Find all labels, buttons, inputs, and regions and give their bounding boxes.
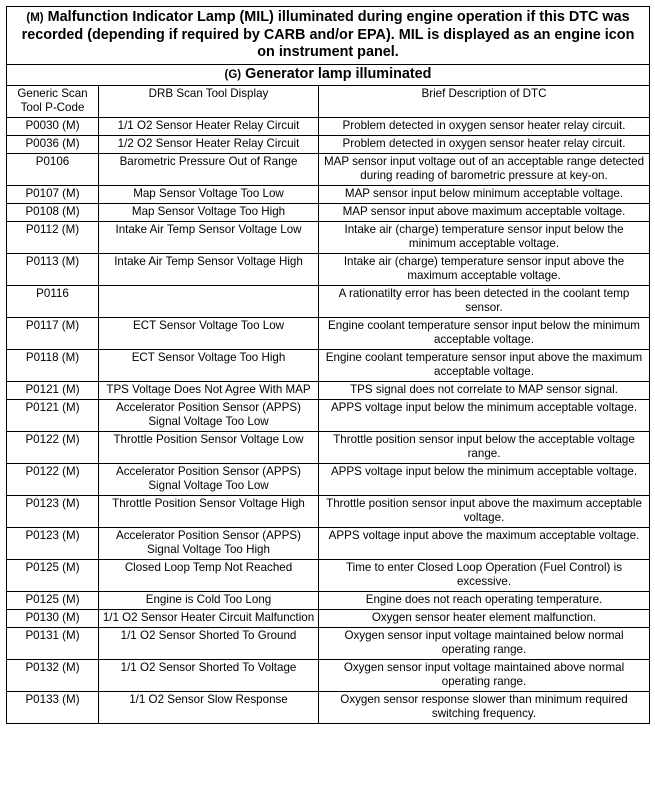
table-row [7,318,650,350]
generator-note-row [7,65,650,86]
dtc-code-cell: P0121 (M) [7,382,99,400]
dtc-description-cell: Time to enter Closed Loop Operation (Fuel Control) is excessive. [319,560,650,592]
table-row [7,592,650,610]
table-row [7,286,650,318]
dtc-code-cell: P0030 (M) [7,118,99,136]
table-row [7,464,650,496]
dtc-code-cell: P0112 (M) [7,222,99,254]
table-row [7,628,650,660]
dtc-code-cell: P0121 (M) [7,400,99,432]
dtc-code-cell: P0125 (M) [7,560,99,592]
dtc-description-cell: Throttle position sensor input below the acceptable voltage range. [319,432,650,464]
mil-note-tag: (M) [26,12,44,24]
dtc-description-cell: Problem detected in oxygen sensor heater relay circuit. [319,118,650,136]
table-row [7,118,650,136]
drb-display-cell: ECT Sensor Voltage Too High [99,350,319,382]
dtc-description-cell: Intake air (charge) temperature sensor input below the minimum acceptable voltage. [319,222,650,254]
dtc-code-cell: P0123 (M) [7,496,99,528]
table-row [7,186,650,204]
mil-note-text: Malfunction Indicator Lamp (MIL) illuminated during engine operation if this DTC was recorded (depending if required by CARB and/or EPA). MIL is displayed as an engine icon on instrument panel. [21,9,635,60]
drb-display-cell: 1/1 O2 Sensor Shorted To Voltage [99,660,319,692]
drb-display-cell: Intake Air Temp Sensor Voltage High [99,254,319,286]
dtc-code-cell: P0123 (M) [7,528,99,560]
dtc-description-cell: Oxygen sensor heater element malfunction. [319,610,650,628]
table-row [7,204,650,222]
drb-display-cell: ECT Sensor Voltage Too Low [99,318,319,350]
drb-display-cell: Accelerator Position Sensor (APPS) Signal Voltage Too High [99,528,319,560]
header-p-code: Generic Scan Tool P-Code [7,86,99,118]
dtc-description-cell: Oxygen sensor input voltage maintained above normal operating range. [319,660,650,692]
dtc-description-cell: Problem detected in oxygen sensor heater relay circuit. [319,136,650,154]
dtc-code-cell: P0118 (M) [7,350,99,382]
generator-note-tag: (G) [224,69,242,81]
dtc-code-cell: P0108 (M) [7,204,99,222]
dtc-code-cell: P0125 (M) [7,592,99,610]
drb-display-cell: Map Sensor Voltage Too High [99,204,319,222]
generator-note-text: Generator lamp illuminated [245,66,432,82]
drb-display-cell: Engine is Cold Too Long [99,592,319,610]
dtc-description-cell: MAP sensor input below minimum acceptable voltage. [319,186,650,204]
header-description: Brief Description of DTC [319,86,650,118]
table-row [7,254,650,286]
drb-display-cell: 1/1 O2 Sensor Slow Response [99,692,319,724]
dtc-description-cell: Oxygen sensor input voltage maintained below normal operating range. [319,628,650,660]
table-row [7,496,650,528]
dtc-description-cell: APPS voltage input below the minimum acceptable voltage. [319,400,650,432]
table-row [7,350,650,382]
drb-display-cell: Intake Air Temp Sensor Voltage Low [99,222,319,254]
dtc-table [6,6,650,724]
dtc-description-cell: Oxygen sensor response slower than minimum required switching frequency. [319,692,650,724]
drb-display-cell: Throttle Position Sensor Voltage Low [99,432,319,464]
dtc-description-cell: Engine coolant temperature sensor input above the maximum acceptable voltage. [319,350,650,382]
dtc-code-cell: P0130 (M) [7,610,99,628]
dtc-description-cell: APPS voltage input below the minimum acceptable voltage. [319,464,650,496]
table-row [7,660,650,692]
drb-display-cell: 1/1 O2 Sensor Heater Relay Circuit [99,118,319,136]
dtc-code-cell: P0036 (M) [7,136,99,154]
drb-display-cell [99,286,319,318]
dtc-description-cell: APPS voltage input above the maximum acceptable voltage. [319,528,650,560]
table-row [7,560,650,592]
mil-note-row [7,7,650,65]
dtc-description-cell: Throttle position sensor input above the maximum acceptable voltage. [319,496,650,528]
table-row [7,154,650,186]
drb-display-cell: 1/1 O2 Sensor Shorted To Ground [99,628,319,660]
table-row [7,136,650,154]
dtc-code-cell: P0116 [7,286,99,318]
dtc-description-cell: Engine coolant temperature sensor input below the minimum acceptable voltage. [319,318,650,350]
drb-display-cell: TPS Voltage Does Not Agree With MAP [99,382,319,400]
header-drb-display: DRB Scan Tool Display [99,86,319,118]
table-row [7,610,650,628]
dtc-code-cell: P0113 (M) [7,254,99,286]
drb-display-cell: Accelerator Position Sensor (APPS) Signal Voltage Too Low [99,464,319,496]
generator-note [7,65,650,86]
table-row [7,222,650,254]
table-header-row [7,86,650,118]
drb-display-cell: 1/1 O2 Sensor Heater Circuit Malfunction [99,610,319,628]
table-row [7,692,650,724]
dtc-code-cell: P0107 (M) [7,186,99,204]
dtc-code-cell: P0133 (M) [7,692,99,724]
dtc-code-cell: P0122 (M) [7,432,99,464]
dtc-description-cell: Intake air (charge) temperature sensor input above the maximum acceptable voltage. [319,254,650,286]
drb-display-cell: 1/2 O2 Sensor Heater Relay Circuit [99,136,319,154]
dtc-description-cell: MAP sensor input above maximum acceptable voltage. [319,204,650,222]
dtc-description-cell: A rationatilty error has been detected in the coolant temp sensor. [319,286,650,318]
table-row [7,400,650,432]
drb-display-cell: Accelerator Position Sensor (APPS) Signal Voltage Too Low [99,400,319,432]
dtc-description-cell: MAP sensor input voltage out of an acceptable range detected during reading of barometric pressure at key-on. [319,154,650,186]
dtc-code-cell: P0106 [7,154,99,186]
dtc-code-cell: P0117 (M) [7,318,99,350]
dtc-description-cell: TPS signal does not correlate to MAP sensor signal. [319,382,650,400]
drb-display-cell: Map Sensor Voltage Too Low [99,186,319,204]
mil-note [7,7,650,65]
dtc-description-cell: Engine does not reach operating temperature. [319,592,650,610]
drb-display-cell: Closed Loop Temp Not Reached [99,560,319,592]
table-row [7,432,650,464]
drb-display-cell: Barometric Pressure Out of Range [99,154,319,186]
drb-display-cell: Throttle Position Sensor Voltage High [99,496,319,528]
dtc-code-cell: P0131 (M) [7,628,99,660]
dtc-code-cell: P0122 (M) [7,464,99,496]
table-row [7,528,650,560]
table-row [7,382,650,400]
dtc-code-cell: P0132 (M) [7,660,99,692]
